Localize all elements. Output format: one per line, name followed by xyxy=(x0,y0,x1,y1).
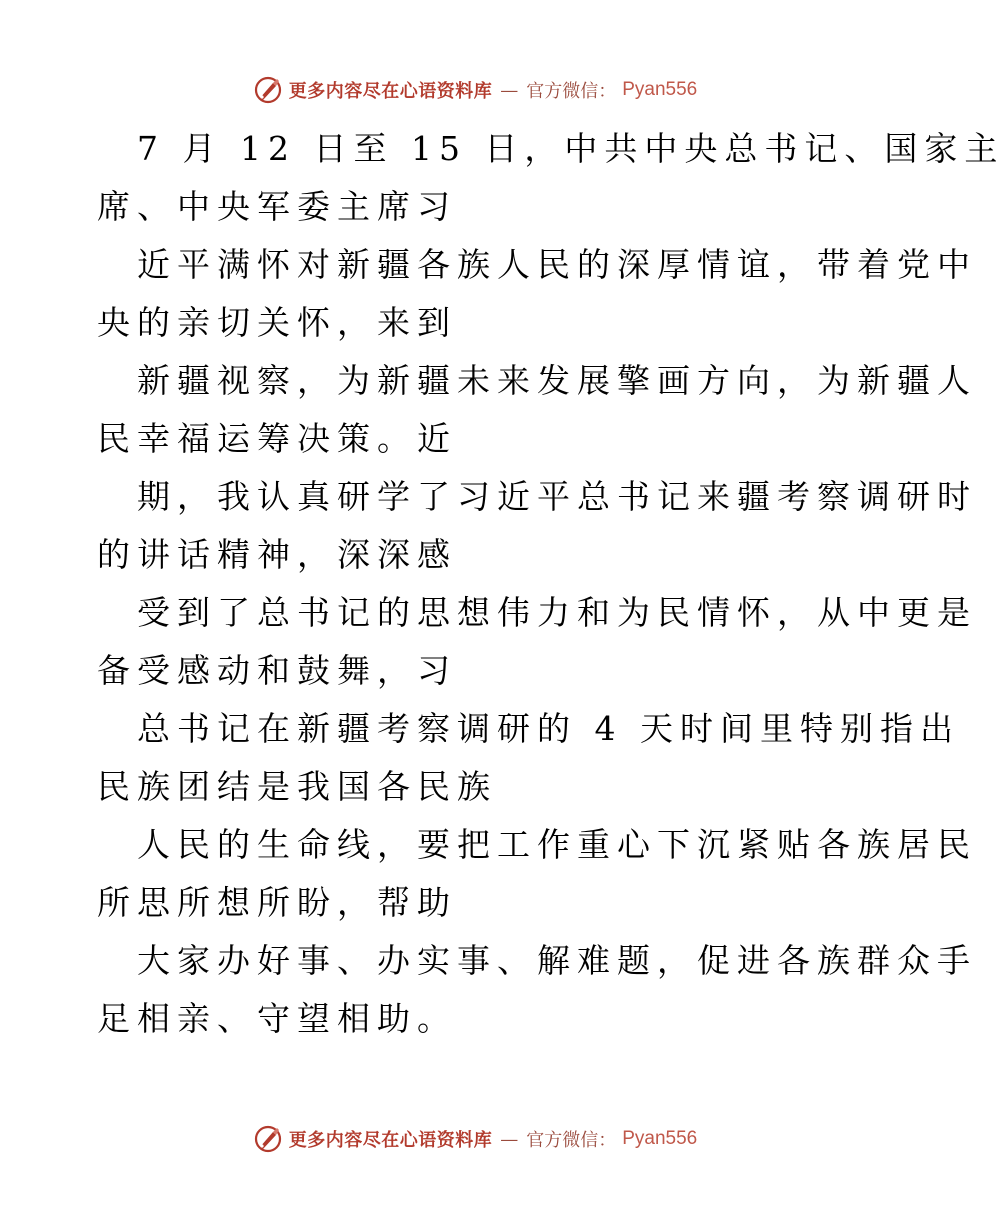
footer-watermark xyxy=(0,1121,950,1157)
text-line: 足相亲、守望相助。 xyxy=(97,999,457,1038)
text-line: 民幸福运筹决策。近 xyxy=(97,419,457,458)
watermark-dash: — xyxy=(500,79,519,101)
watermark-official-label: 官方微信： xyxy=(526,1130,617,1151)
text-line: 民族团结是我国各民族 xyxy=(97,767,497,806)
text-line: 所思所想所盼，帮助 xyxy=(97,883,457,922)
text-line: 7 月 12 日至 15 日，中共中央总书记、国家主 xyxy=(137,129,1004,168)
watermark-main-text: 更多内容尽在心语资料库 xyxy=(288,81,493,102)
pen-logo-icon xyxy=(253,75,283,105)
text-line: 新疆视察，为新疆未来发展擎画方向，为新疆人 xyxy=(137,361,977,400)
text-line: 大家办好事、办实事、解难题，促进各族群众手 xyxy=(137,941,977,980)
text-line: 央的亲切关怀，来到 xyxy=(97,303,457,342)
text-line: 的讲话精神，深深感 xyxy=(97,535,457,574)
watermark-wechat-id: Pyan556 xyxy=(622,1128,698,1149)
watermark-main-text: 更多内容尽在心语资料库 xyxy=(288,1130,493,1151)
watermark-dash: — xyxy=(500,1128,519,1150)
document-body xyxy=(97,120,1004,1048)
text-line: 人民的生命线，要把工作重心下沉紧贴各族居民 xyxy=(137,825,977,864)
text-line: 近平满怀对新疆各族人民的深厚情谊，带着党中 xyxy=(137,245,977,284)
text-line: 受到了总书记的思想伟力和为民情怀，从中更是 xyxy=(137,593,977,632)
text-line: 总书记在新疆考察调研的 4 天时间里特别指出 xyxy=(137,709,960,748)
pen-logo-icon xyxy=(253,1124,283,1154)
text-line: 期，我认真研学了习近平总书记来疆考察调研时 xyxy=(137,477,977,516)
header-watermark xyxy=(0,72,950,108)
watermark-official-label: 官方微信： xyxy=(526,81,617,102)
text-line: 备受感动和鼓舞，习 xyxy=(97,651,457,690)
text-line: 席、中央军委主席习 xyxy=(97,187,457,226)
watermark-wechat-id: Pyan556 xyxy=(622,79,698,100)
